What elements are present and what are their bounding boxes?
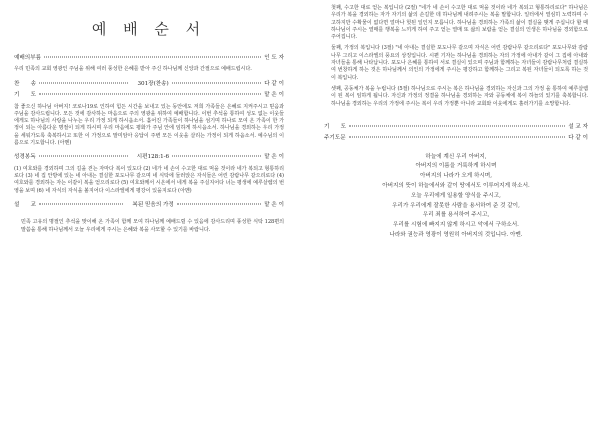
sermon-label: 설 교: [14, 201, 36, 208]
prayer-row: [14, 92, 284, 99]
lords-prayer-line: 아버지의 이름을 거룩하게 하시며: [415, 163, 497, 170]
call-to-worship-leader: 인 도 자: [264, 55, 284, 61]
sermon-row: [14, 202, 284, 209]
lords-prayer-line: 하늘에 계신 우리 아버지,: [425, 153, 487, 160]
closing-prayer-dots: [349, 125, 565, 126]
lords-prayer-label: 주기도문: [324, 135, 346, 142]
scripture-reference: 시편128:1-6: [136, 154, 170, 161]
lords-prayer-line: 우리가 우리에게 잘못한 사람을 용서하여 준 것 같이,: [392, 202, 520, 209]
scripture-text: (1) 여호와를 경외하며 그의 길을 걷는 자마다 복이 있도다 (2) 네가 네 손이 수고한 대로 먹을 것이라 네가 복되고 형통하리로다 (3) 네 집 안방에 있는 네 아내는 결실한 포도나무 같으며 네 식탁에 둘러앉은 자식들은 어린 감람나무 같으리로다 (4) 여호와를 경외하는 자는 이같이 복을 얻으리로다 (5) 여호와께서 시온에서 네게 복을 주실지어다 너는 평생에 예루살렘의 번영을 보며 (6) 네 자식의 자식을 볼지어다 이스라엘에게 평강이 있을지로다 (아멘): [14, 165, 284, 194]
lords-prayer-line: 오늘 우리에게 일용할 양식을 주시고,: [411, 192, 501, 199]
sermon-dots-b: [177, 203, 261, 204]
call-to-worship-text: 우리 민족의 교회 영광인 주님을 위해 여러 풍성한 은혜를 받아 주신 하나님께 신앙과 간절으로 예배드립시다.: [14, 66, 252, 73]
scripture-label: 성경봉독: [14, 154, 36, 161]
hymn-label: 찬 송: [14, 80, 36, 87]
leader-dots: [44, 57, 261, 58]
scripture-dots-a: [39, 156, 128, 157]
scripture-row: [14, 154, 284, 161]
prayer-dots: [39, 94, 261, 95]
closing-prayer-who: 설 교 자: [568, 123, 588, 130]
scripture-dots-b: [172, 156, 261, 157]
hymn-row: [14, 81, 284, 88]
lords-prayer-dots: [349, 137, 566, 138]
hymn-dots-a: [39, 82, 128, 83]
lords-prayer-line: 아버지의 뜻이 하늘에서와 같이 땅에서도 이루어지게 하소서.: [382, 183, 530, 190]
page-title: 예 배 순 서: [91, 20, 207, 38]
sermon-point-3: 셋째, 공동체가 복을 누립니다 (5절) 하나님으로 주시는 복은 하나님을 경외하는 자신과 그의 가정 을 통하여 예루살렘이 된 복이 임하게 됩니다. 자신과 가정의 정결을 하나님을 경외하는 자와 공동체에 복이 하늘의 있기를 축복합니다. 하나님을 경외하는 우리의 가정에 주시는 복이 우리 가정뿐 아니라 교회와 이웃에게도 흘러가기를 소망합니다.: [331, 85, 588, 107]
prayer-label: 기 도: [14, 92, 36, 99]
sermon-text: 민족 고유의 명절인 추석을 맞이해 온 가족이 함께 모여 하나님께 예배드릴 수 있음에 감사드리며 풍성한 식탁 128편의 말씀을 통해 하나님께서 오늘 우리에게 주시는 은혜와 복을 사모할 수 있기를 바랍니다.: [21, 219, 284, 233]
right-page: [300, 0, 600, 425]
lords-prayer-who: 다 같 이: [568, 135, 588, 142]
hymn-number: 301장(찬송): [137, 80, 169, 87]
sermon-point-2: 둘째, 가정의 복입니다 (3절) "네 아내는 결실한 포도나무 같으며 자식은 어린 감람나무 같으리로다" 포도나무와 감람나무 그리고 이스라엘의 풍요의 상징입니다. 시편 기자는 하나님을 경외하는 자의 가정에 아내가 같이 그 집에 아내와 자녀들을 통해 나타납니다. 포도나 은혜를 통하여 서로 결실이 있으며 주님과 함께하는 자녀들이 감람나무처럼 결실하여 번창하게 하는 것은 하나님께서 의인의 가정에게 주시는 평강하고 함께하는 그리고 복된 자녀들이 되도록 하는 것이 복입니다.: [331, 45, 588, 81]
sermon-point-1: 첫째, 수고한 대로 얻는 복입니다 (2절) "네가 네 손이 수고한 대로 먹을 것이라 네가 복되고 형통하리로다" 하나님은 우리가 복을 경외하는 자가 자기의 삶의 손길한 데 하나님께 내려주시는 복을 말합니다. 일터에서 열심히 노력하며 수고하지만 수확물이 없다면 얼마나 헛된 일인지 모릅니다. 하나님을 경외하는 가족의 삶이 결실을 맺게 주십니다 할 때 하나님이 주시는 열매를 행복을 느끼게 하여 주고 얻는 열매 또 삶의 보람을 얻는 결실의 인생은 하나님을 경외함으로 주어집니다.: [331, 5, 588, 41]
scripture-who: 맡 은 이: [264, 154, 285, 161]
sermon-dots-a: [39, 203, 123, 204]
call-to-worship-label: 예배의부름: [14, 55, 42, 61]
prayer-text: 참 좋으신 하나님 아버지! 코로나19로 인하여 힘든 시간을 보내고 있는 동안에도 저희 가족들은 은혜로 지켜주시고 믿음과 주님을 감사드립니다. 모든 것에 감사하는 마음으로 주의 영광을 위하여 예배합니다. 이번 추석을 통하여 성도 없는 이웃들에게도 하나님의 사랑을 나누는 우리 가정 되게 하시옵소서. 흩어진 가족들이 하나님을 섬기며 하나로 모여 온 가족이 한 가정이 되는 아름다운 명절이 되게 하시며 우리 마음에도 평화가 주님 안에 임하게 하시옵소서. 하나님을 경외하는 우리 가정을 세워가도록 축복하시고 또한 이 가정으로 말미암아 응답이 주변 모든 이웃을 살리는 가정이 되게 하옵소서. 예수님의 이름으로 기도합니다. (아멘): [14, 103, 284, 146]
lords-prayer-line: 우리 죄를 용서하여 주시고,: [422, 212, 490, 219]
closing-prayer-row: [324, 124, 588, 131]
lords-prayer-text: [324, 153, 588, 241]
lords-prayer-line: 나라와 권능과 영광이 영원히 아버지의 것입니다. 아멘.: [389, 232, 523, 239]
sermon-who: 맡 은 이: [264, 201, 285, 208]
lords-prayer-line: 우리를 시험에 빠지지 않게 하시고 악에서 구하소서.: [393, 222, 519, 229]
lords-prayer-line: 아버지의 나라가 오게 하시며,: [420, 173, 492, 180]
prayer-who: 맡 은 이: [264, 92, 284, 99]
lords-prayer-row: [324, 135, 588, 142]
call-to-worship-row: [14, 55, 284, 62]
closing-prayer-label: 기 도: [324, 123, 346, 130]
hymn-who: 다 같 이: [264, 80, 285, 87]
sermon-title: 복된 믿음의 가정: [132, 201, 174, 208]
hymn-dots-b: [172, 82, 261, 83]
